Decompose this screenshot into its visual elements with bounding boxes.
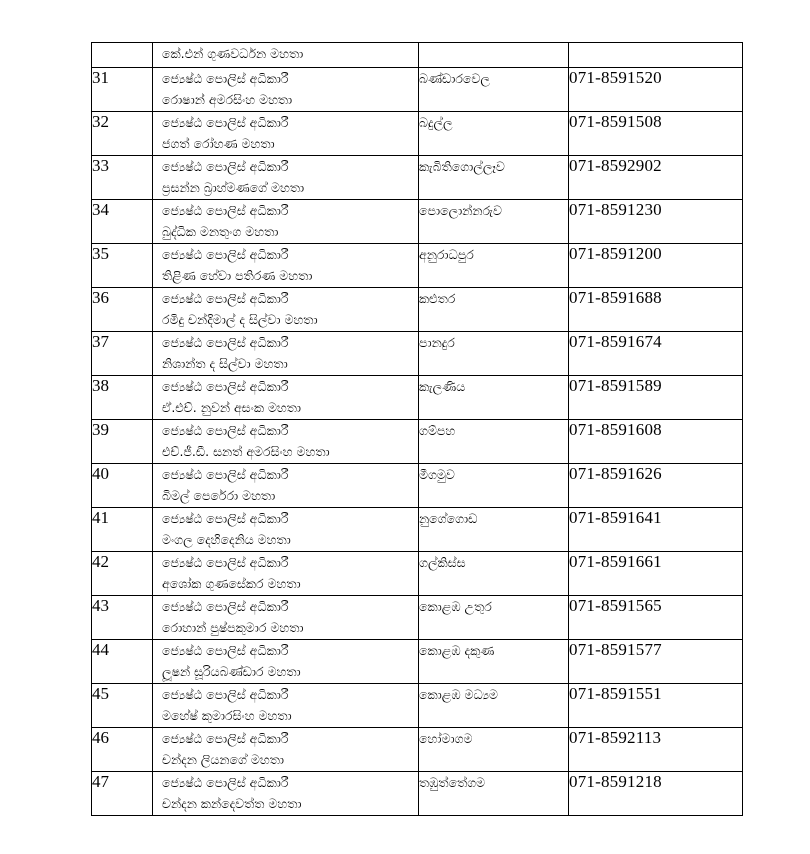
row-number-cell: 35 — [92, 244, 153, 288]
phone-number-cell: 071-8591200 — [569, 244, 743, 288]
police-division-cell: තඹුත්තේගම — [419, 772, 569, 816]
officer-title: ජ්‍යෙෂ්ඨ පොලිස් අධිකාරී — [162, 203, 289, 218]
officer-title: ජ්‍යෙෂ්ඨ පොලිස් අධිකාරී — [162, 291, 289, 306]
officer-title: ජ්‍යෙෂ්ඨ පොලිස් අධිකාරී — [162, 335, 289, 350]
police-division-cell: ගල්කිස්ස — [419, 552, 569, 596]
police-division-cell: කොළඹ උතුර — [419, 596, 569, 640]
officer-title: ජ්‍යෙෂ්ඨ පොලිස් අධිකාරී — [162, 115, 289, 130]
officer-name: රමිදු චන්දිමාල් ද සිල්වා මහතා — [162, 312, 318, 327]
officer-title: ජ්‍යෙෂ්ඨ පොලිස් අධිකාරී — [162, 423, 289, 438]
row-number-cell: 45 — [92, 684, 153, 728]
phone-number-cell: 071-8592902 — [569, 156, 743, 200]
police-division-cell: කැබිතිගොල්ලෑව — [419, 156, 569, 200]
officer-name: බුද්ධික මනතුංග මහතා — [162, 224, 279, 239]
officer-title: ජ්‍යෙෂ්ඨ පොලිස් අධිකාරී — [162, 379, 289, 394]
phone-number-cell: 071-8591565 — [569, 596, 743, 640]
officer-name-cell — [153, 508, 419, 552]
row-number-cell: 40 — [92, 464, 153, 508]
row-number-cell: 34 — [92, 200, 153, 244]
phone-number-cell: 071-8591626 — [569, 464, 743, 508]
officer-name-cell — [153, 420, 419, 464]
table-row — [92, 420, 743, 464]
officer-title: ජ්‍යෙෂ්ඨ පොලිස් අධිකාරී — [162, 555, 289, 570]
phone-number-cell: 071-8591551 — [569, 684, 743, 728]
officer-name-cell — [153, 244, 419, 288]
officer-name-cell — [153, 376, 419, 420]
officer-title: ජ්‍යෙෂ්ඨ පොලිස් අධිකාරී — [162, 687, 289, 702]
police-division-cell: පානදුර — [419, 332, 569, 376]
phone-number-cell: 071-8591661 — [569, 552, 743, 596]
row-number-cell: 32 — [92, 112, 153, 156]
officer-name-cell — [153, 332, 419, 376]
officer-name: ප්‍රසන්න බ්‍රාහ්මණගේ මහතා — [162, 180, 305, 195]
table-row — [92, 112, 743, 156]
phone-number-cell: 071-8591577 — [569, 640, 743, 684]
table-row — [92, 376, 743, 420]
table-row — [92, 288, 743, 332]
police-division-cell: බණ්ඩාරවෙල — [419, 68, 569, 112]
police-division-cell: මීගමුව — [419, 464, 569, 508]
phone-number-cell: 071-8591641 — [569, 508, 743, 552]
officer-name-cell — [153, 728, 419, 772]
police-division-cell: අනුරාධපුර — [419, 244, 569, 288]
police-division-cell: කොළඹ මධ්‍යම — [419, 684, 569, 728]
officer-name: රොහාන් පුෂ්පකුමාර මහතා — [162, 620, 304, 635]
officer-name: චන්දන කන්දෙවත්ත මහතා — [162, 796, 302, 811]
officer-name: එච්.ජී.ඩී. සනත් අමරසිංහ මහතා — [162, 444, 330, 459]
table-row — [92, 684, 743, 728]
phone-number-cell: 071-8591608 — [569, 420, 743, 464]
officer-name-cell — [153, 684, 419, 728]
officer-title: ජ්‍යෙෂ්ඨ පොලිස් අධිකාරී — [162, 511, 289, 526]
table-row — [92, 156, 743, 200]
officer-title: ජ්‍යෙෂ්ඨ පොලිස් අධිකාරී — [162, 159, 289, 174]
row-number-cell: 31 — [92, 68, 153, 112]
officer-name-cell — [153, 68, 419, 112]
row-number-cell — [92, 43, 153, 68]
officer-title: ජ්‍යෙෂ්ඨ පොලිස් අධිකාරී — [162, 467, 289, 482]
row-number-cell: 37 — [92, 332, 153, 376]
phone-number-cell: 071-8591520 — [569, 68, 743, 112]
police-division-cell: බදුල්ල — [419, 112, 569, 156]
police-division-cell: නුගේගොඩ — [419, 508, 569, 552]
officer-name-cell — [153, 464, 419, 508]
row-number-cell: 43 — [92, 596, 153, 640]
table-row — [92, 68, 743, 112]
table-row — [92, 552, 743, 596]
row-number-cell: 36 — [92, 288, 153, 332]
phone-number-cell: 071-8591688 — [569, 288, 743, 332]
table-row — [92, 728, 743, 772]
row-number-cell: 44 — [92, 640, 153, 684]
officers-table — [91, 42, 743, 816]
officer-name-cell — [153, 156, 419, 200]
officer-title: ජ්‍යෙෂ්ඨ පොලිස් අධිකාරී — [162, 643, 289, 658]
phone-number-cell: 071-8591218 — [569, 772, 743, 816]
officer-name-cell — [153, 112, 419, 156]
table-row — [92, 200, 743, 244]
officer-name-cell — [153, 43, 419, 68]
officer-name: මහේෂ් කුමාරසිංහ මහතා — [162, 708, 292, 723]
phone-number-cell: 071-8591674 — [569, 332, 743, 376]
officer-name-cell — [153, 640, 419, 684]
table-row — [92, 332, 743, 376]
row-number-cell: 42 — [92, 552, 153, 596]
officer-title: ජ්‍යෙෂ්ඨ පොලිස් අධිකාරී — [162, 71, 289, 86]
table-row — [92, 772, 743, 816]
officer-name-cell — [153, 288, 419, 332]
officer-title: ජ්‍යෙෂ්ඨ පොලිස් අධිකාරී — [162, 247, 289, 262]
officer-title: ජ්‍යෙෂ්ඨ පොලිස් අධිකාරී — [162, 775, 289, 790]
police-division-cell: පොලොන්නරුව — [419, 200, 569, 244]
officer-name-cell — [153, 596, 419, 640]
police-division-cell: හෝමාගම — [419, 728, 569, 772]
table-row — [92, 464, 743, 508]
officer-name: රොෂාන් අමරසිංහ මහතා — [162, 92, 293, 107]
phone-number-cell: 071-8591508 — [569, 112, 743, 156]
police-division-cell: කළුතර — [419, 288, 569, 332]
officer-name: කේ.එන් ගුණවර්ධන මහතා — [162, 46, 304, 61]
officer-name: අශෝක ගුණසේකර මහතා — [162, 576, 301, 591]
officer-name: චන්දන ලියනගේ මහතා — [162, 752, 284, 767]
officer-name: ඒ.එච්. නුවන් අසංක මහතා — [162, 400, 302, 415]
officer-name: තිළිණ හේවා පතිරණ මහතා — [162, 268, 313, 283]
police-division-cell: කැලණිය — [419, 376, 569, 420]
officer-title: ජ්‍යෙෂ්ඨ පොලිස් අධිකාරී — [162, 599, 289, 614]
officer-name: බිමල් පෙරේරා මහතා — [162, 488, 276, 503]
table-row — [92, 244, 743, 288]
phone-number-cell: 071-8591230 — [569, 200, 743, 244]
officer-name: ජගත් රෝහණ මහතා — [162, 136, 275, 151]
phone-number-cell: 071-8592113 — [569, 728, 743, 772]
officer-name: ලූෂන් සූරියබණ්ඩාර මහතා — [162, 664, 301, 679]
phone-number-cell: 071-8591589 — [569, 376, 743, 420]
officer-name-cell — [153, 772, 419, 816]
table-body — [92, 43, 743, 816]
police-division-cell: ගම්පහ — [419, 420, 569, 464]
row-number-cell: 39 — [92, 420, 153, 464]
row-number-cell: 33 — [92, 156, 153, 200]
police-division-cell — [419, 43, 569, 68]
phone-number-cell — [569, 43, 743, 68]
row-number-cell: 47 — [92, 772, 153, 816]
officer-name-cell — [153, 200, 419, 244]
row-number-cell: 41 — [92, 508, 153, 552]
table-row — [92, 640, 743, 684]
table-row — [92, 508, 743, 552]
table-row — [92, 43, 743, 68]
officer-name-cell — [153, 552, 419, 596]
officer-name: නිශාන්ත ද සිල්වා මහතා — [162, 356, 288, 371]
row-number-cell: 38 — [92, 376, 153, 420]
table-row — [92, 596, 743, 640]
row-number-cell: 46 — [92, 728, 153, 772]
police-division-cell: කොළඹ දකුණ — [419, 640, 569, 684]
officer-name: මංගල දෙහිදෙනිය මහතා — [162, 532, 291, 547]
officer-title: ජ්‍යෙෂ්ඨ පොලිස් අධිකාරී — [162, 731, 289, 746]
